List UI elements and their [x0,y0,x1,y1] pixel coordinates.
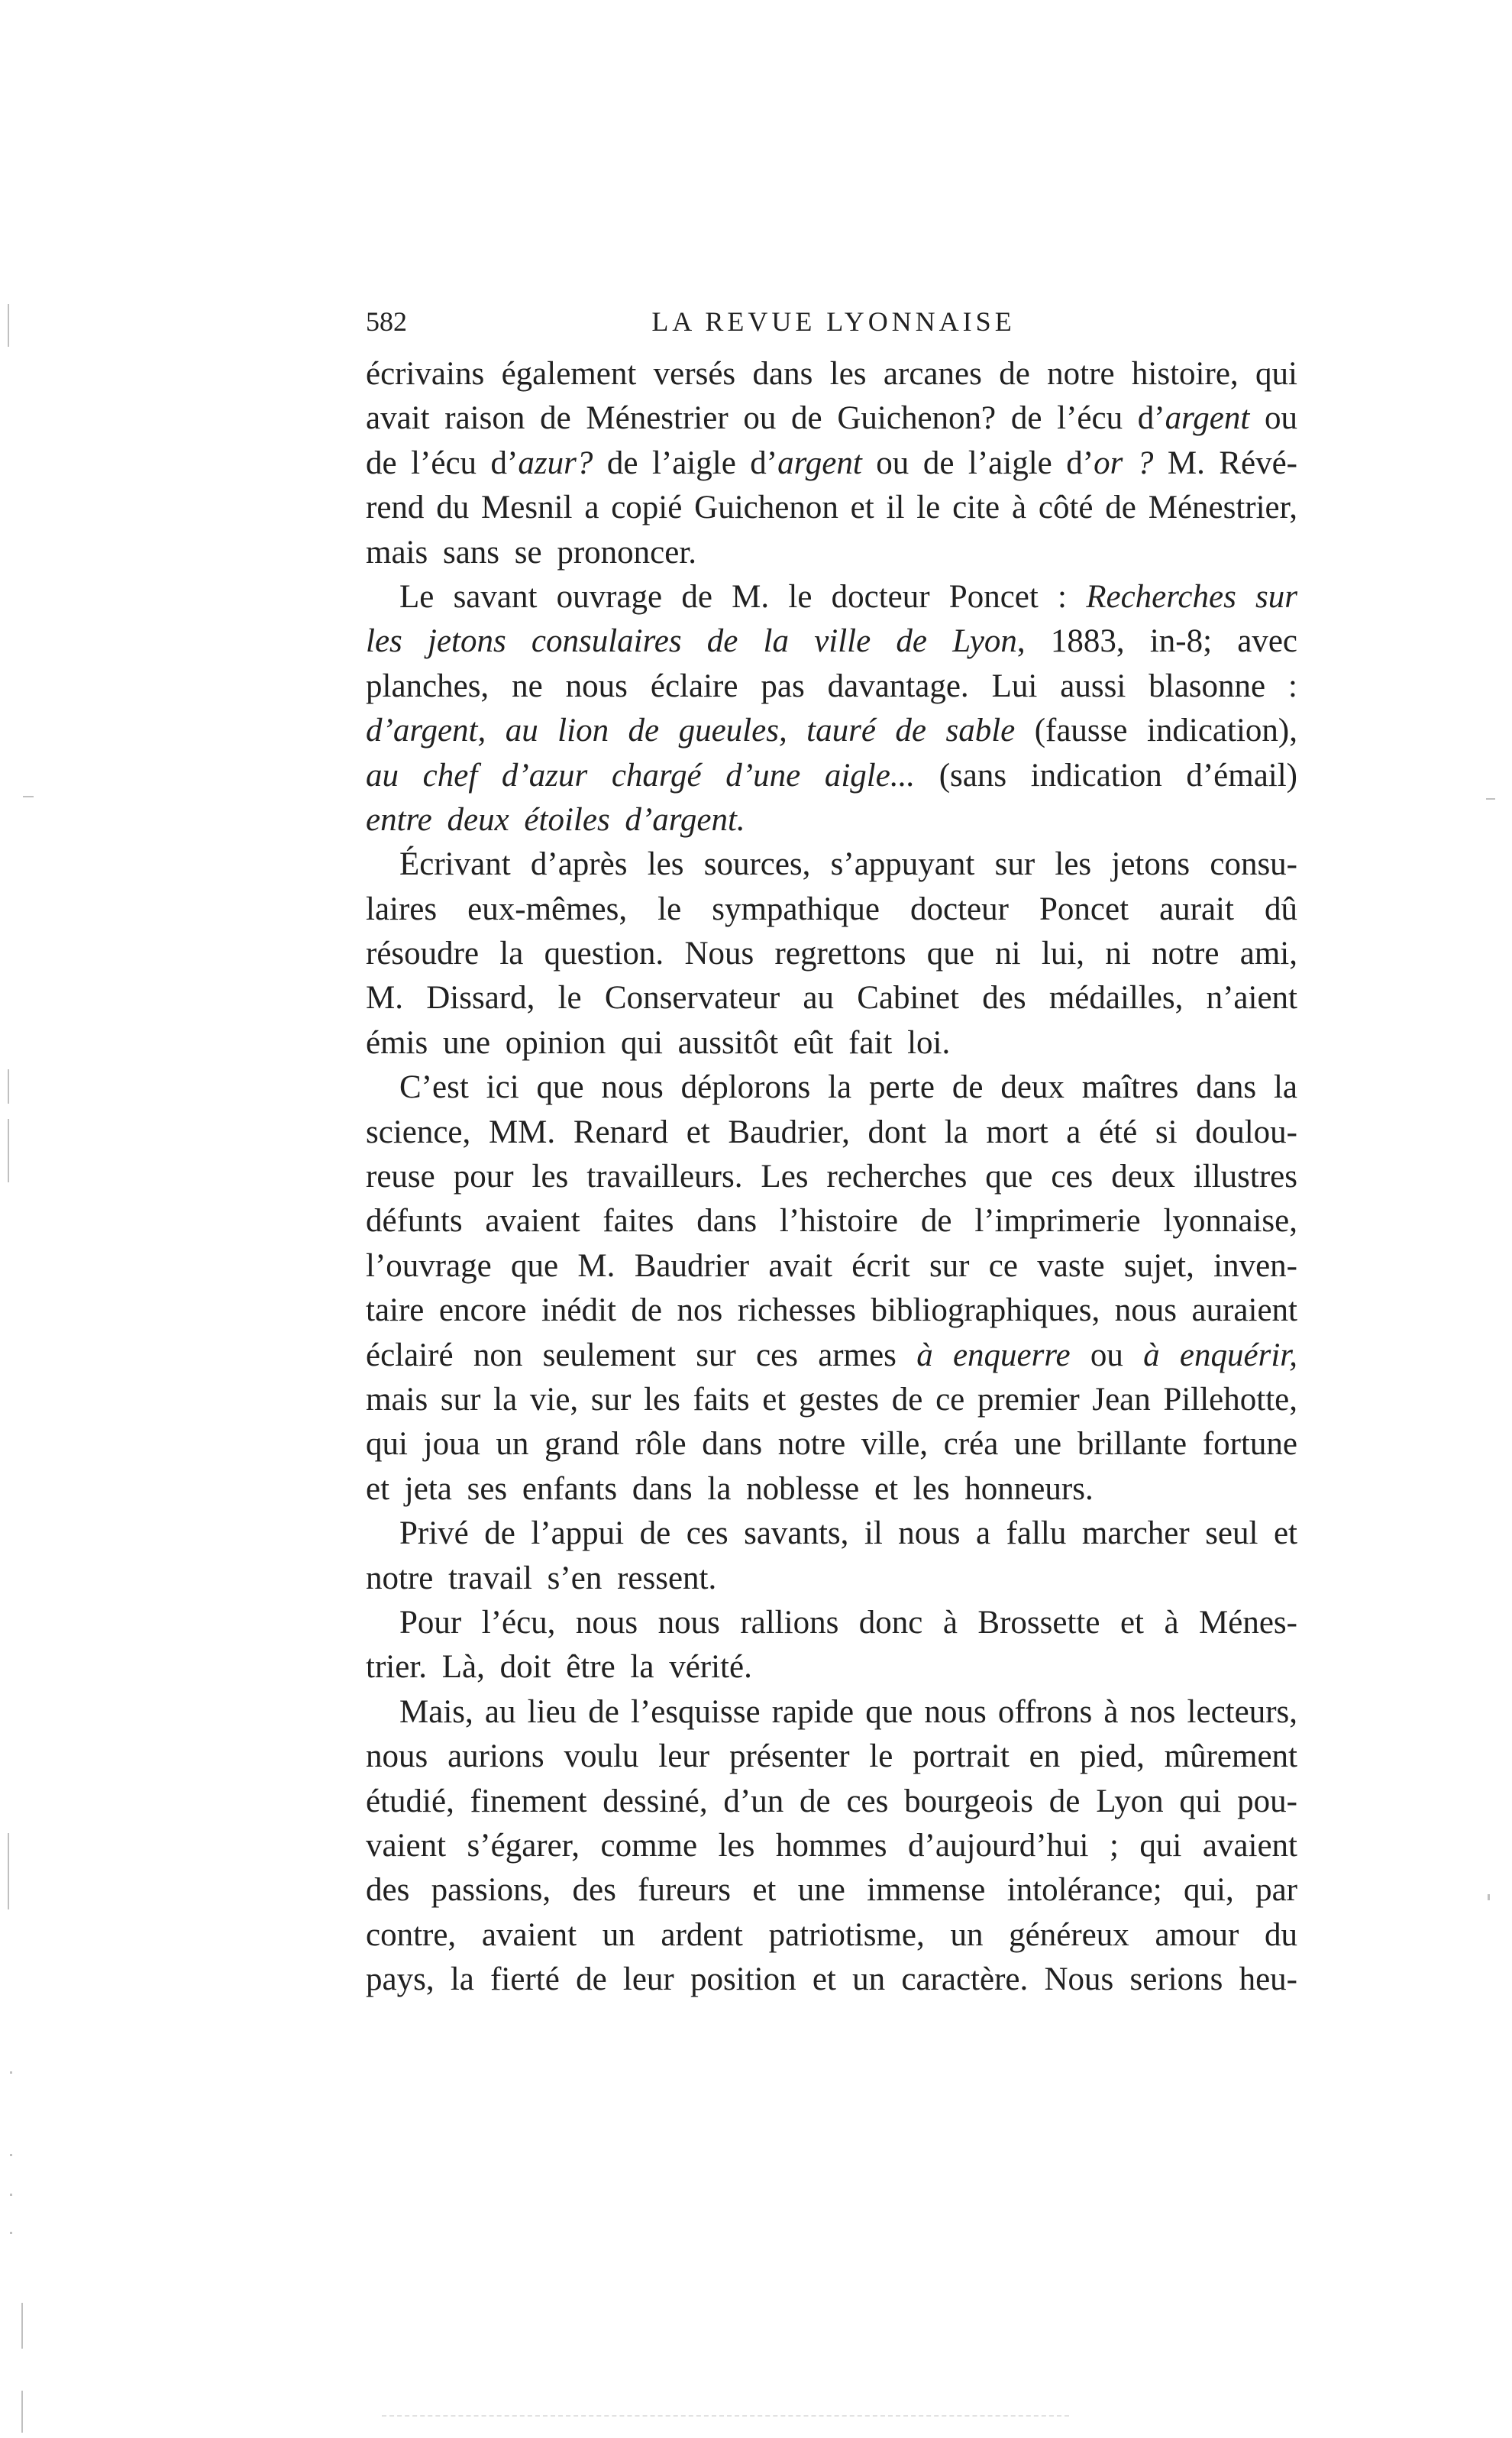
text-segment: résoudre la question. Nous regrettons que ni lui, ni notre ami, [366,936,1297,972]
text-segment: qui joua un grand rôle dans notre ville, créa une brillante fortune [366,1426,1297,1463]
text-line [366,1155,1297,1199]
paragraph [366,1512,1297,1601]
text-segment: l’ouvrage que M. Baudrier avait écrit sur ce vaste sujet, inven- [366,1247,1297,1284]
text-segment: laires eux-mêmes, le sympathique docteur Poncet aurait dû [366,891,1297,927]
italic-text: à enquérir, [1143,1337,1298,1373]
italic-text: azur? [518,445,593,481]
text-line [366,1780,1297,1824]
text-line [366,1601,1297,1645]
text-line [366,1645,1297,1689]
text-line [366,1334,1297,1378]
text-segment: reuse pour les travailleurs. Les recherches que ces deux illustres [366,1159,1297,1195]
text-line [366,352,1297,396]
text-segment: de l’écu d’ [366,445,519,481]
text-segment: de l’aigle d’ [593,445,778,481]
italic-text: les jetons consulaires de la ville de Lyon [366,623,1017,660]
text-line [366,1199,1297,1243]
paragraph [366,1065,1297,1512]
text-line [366,1065,1297,1110]
text-segment: éclairé non seulement sur ces armes [366,1337,917,1373]
text-line [366,575,1297,619]
text-line [366,664,1297,709]
scan-mark [10,2194,12,2196]
text-segment: science, MM. Renard et Baudrier, dont la mort a été si doulou- [366,1114,1297,1150]
italic-text: entre deux étoiles d’argent. [366,801,745,838]
paragraph [366,1690,1297,2003]
text-line [366,754,1297,798]
text-segment: M. Révé- [1153,445,1298,481]
text-line [366,396,1297,441]
text-segment: avait raison de Ménestrier ou de Guichenon? de l’écu d’ [366,400,1165,437]
text-segment: taire encore inédit de nos richesses bibliographiques, nous auraient [366,1292,1297,1329]
text-line [366,1824,1297,1868]
text-segment: ou de l’aigle d’ [861,445,1094,481]
text-line [366,619,1297,664]
scan-mark [8,1119,9,1182]
text-line [366,709,1297,753]
text-line [366,1868,1297,1913]
italic-text: argent [777,445,862,481]
scan-mark [1488,1894,1490,1900]
scan-mark [10,2071,12,2074]
paragraph [366,575,1297,842]
italic-text: d’argent, au lion de gueules, tauré de sable [366,713,1016,749]
text-line [366,1690,1297,1735]
text-segment: Privé de l’appui de ces savants, il nous a fallu marcher seul et [399,1515,1297,1552]
text-line [366,1958,1297,2002]
text-line [366,1244,1297,1289]
text-line [366,1021,1297,1065]
italic-text: au chef d’azur chargé d’une aigle... [366,757,916,794]
scan-mark [1486,798,1495,800]
text-segment: C’est ici que nous déplorons la perte de deux maîtres dans la [399,1069,1297,1106]
scan-mark [8,1833,9,1909]
text-segment: des passions, des fureurs et une immense intolérance; qui, par [366,1872,1297,1909]
scan-mark [21,2303,23,2349]
text-segment: rend du Mesnil a copié Guichenon et il le cite à côté de Ménestrier, [366,490,1297,526]
text-segment: Pour l’écu, nous nous rallions donc à Brossette et à Ménes- [399,1604,1297,1641]
text-line [366,798,1297,842]
italic-text: à enquerre [916,1337,1071,1373]
text-segment: émis une opinion qui aussitôt eût fait loi. [366,1024,951,1061]
text-segment: étudié, finement dessiné, d’un de ces bourgeois de Lyon qui pou- [366,1783,1297,1819]
text-segment: défunts avaient faites dans l’histoire de l’imprimerie lyonnaise, [366,1203,1297,1240]
page-number: 582 [366,306,407,337]
scan-mark [10,2154,12,2156]
text-segment: trier. Là, doit être la vérité. [366,1649,752,1686]
text-segment: ou [1249,400,1297,437]
text-segment: (sans indication d’émail) [915,757,1297,794]
running-title: LA REVUE LYONNAISE [651,306,1016,337]
text-line [366,932,1297,976]
text-segment: , 1883, in-8; avec [1016,623,1297,660]
text-segment: pays, la fierté de leur position et un caractère. Nous serions heu- [366,1961,1297,1998]
running-header [366,306,1297,338]
text-line [366,1557,1297,1601]
scan-mark [8,1069,9,1104]
text-line [366,1512,1297,1556]
text-segment: contre, avaient un ardent patriotisme, un généreux amour du [366,1916,1297,1953]
text-segment: Le savant ouvrage de M. le docteur Poncet : [399,578,1087,615]
text-segment: Écrivant d’après les sources, s’appuyant sur les jetons consu- [399,846,1297,883]
text-segment: M. Dissard, le Conservateur au Cabinet des médailles, n’aient [366,980,1297,1017]
text-segment: Mais, au lieu de l’esquisse rapide que nous offrons à nos lecteurs, [399,1693,1297,1730]
text-line [366,1467,1297,1512]
text-segment: (fausse indication), [1015,713,1297,749]
paragraph [366,842,1297,1065]
text-segment: mais sur la vie, sur les faits et gestes de ce premier Jean Pillehotte, [366,1381,1297,1418]
text-segment: vaient s’égarer, comme les hommes d’aujourd’hui ; qui avaient [366,1827,1297,1864]
text-line [366,1111,1297,1155]
italic-text: Recherches sur [1086,578,1297,615]
scan-mark [10,2232,12,2234]
text-segment: mais sans se prononcer. [366,534,697,571]
scan-mark [21,2391,23,2433]
paragraph [366,1601,1297,1690]
text-line [366,1422,1297,1466]
text-line [366,888,1297,932]
text-line [366,1378,1297,1422]
text-segment: planches, ne nous éclaire pas davantage. Lui aussi blasonne : [366,668,1297,704]
body-text [366,352,1297,2002]
text-line [366,1913,1297,1958]
scan-mark [23,796,34,797]
italic-text: argent [1165,400,1250,437]
text-line [366,1735,1297,1779]
text-line [366,842,1297,887]
text-segment: écrivains également versés dans les arcanes de notre histoire, qui [366,356,1297,392]
text-segment: nous aurions voulu leur présenter le portrait en pied, mûrement [366,1738,1297,1775]
text-line [366,976,1297,1020]
text-line [366,441,1297,486]
scan-mark [8,304,9,347]
text-line [366,531,1297,575]
text-line [366,486,1297,530]
paragraph [366,352,1297,575]
text-line [366,1289,1297,1333]
italic-text: or ? [1094,445,1154,481]
text-segment: notre travail s’en ressent. [366,1560,717,1596]
scan-mark [382,2415,1069,2417]
text-segment: ou [1070,1337,1144,1373]
text-segment: et jeta ses enfants dans la noblesse et les honneurs. [366,1470,1094,1507]
